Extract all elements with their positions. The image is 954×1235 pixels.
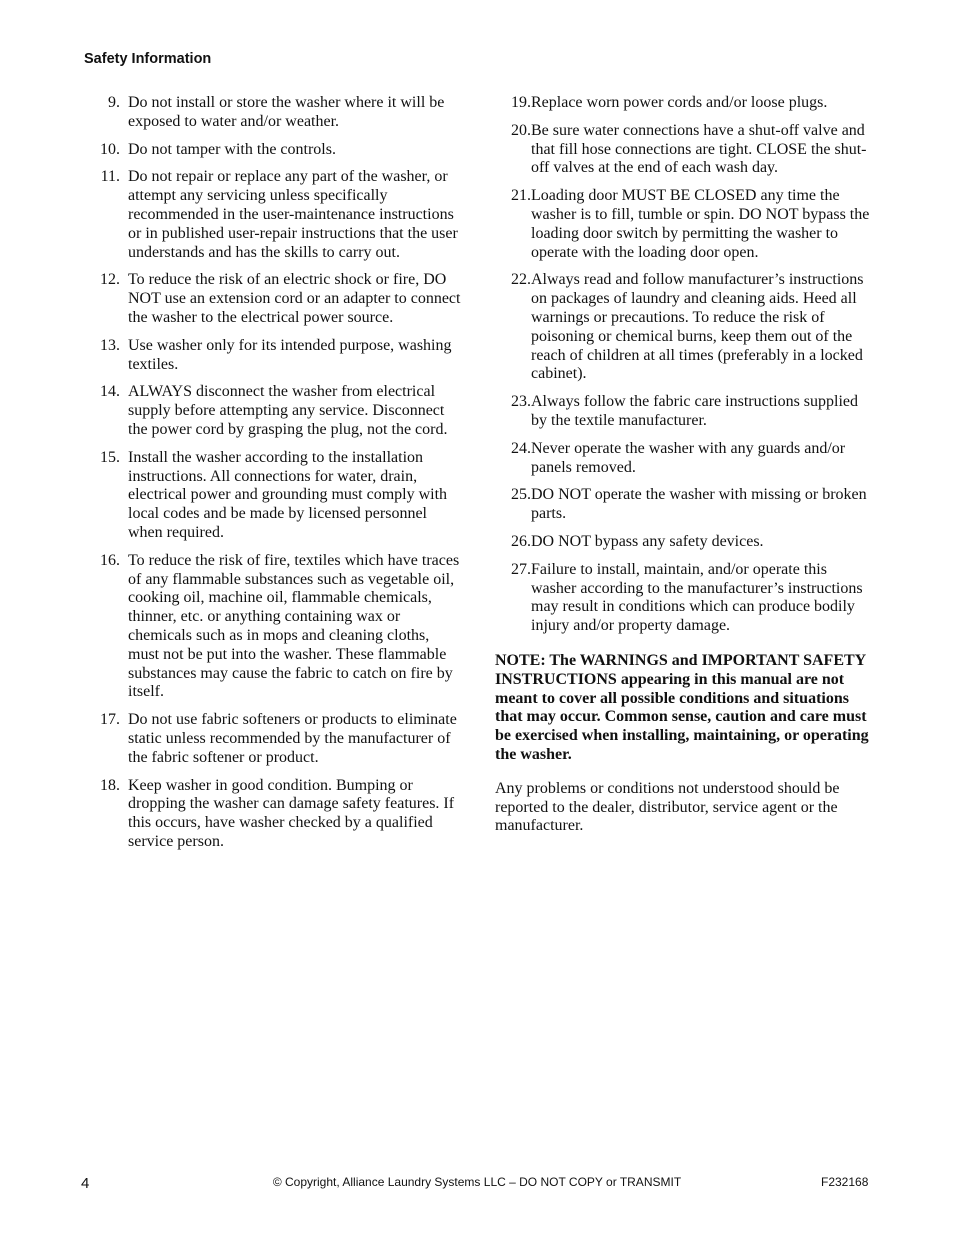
list-item (495, 122, 873, 178)
right-column (495, 94, 873, 836)
item-text: ALWAYS disconnect the washer from electrical supply before attempting any service. Disconnect the power cord by grasping the plug, not the cord. (128, 383, 448, 438)
list-item (84, 168, 464, 262)
list-item (84, 141, 464, 160)
closing-paragraph: Any problems or conditions not understood should be reported to the dealer, distributor, service agent or the manufacturer. (495, 779, 840, 835)
item-text: To reduce the risk of an electric shock or fire, DO NOT use an extension cord or an adapter to connect the washer to the electrical power source. (128, 271, 461, 326)
item-text: Do not tamper with the controls. (128, 140, 336, 158)
item-text: Use washer only for its intended purpose, washing textiles. (128, 336, 452, 373)
item-number: 16. (100, 551, 120, 569)
item-number: 9. (108, 94, 120, 111)
item-text: Do not use fabric softeners or products to eliminate static unless recommended by the manufacturer of the fabric softener or product. (128, 711, 457, 766)
item-text: Always follow the fabric care instructions supplied by the textile manufacturer. (531, 393, 859, 429)
list-item (495, 533, 873, 552)
item-number: 12. (100, 271, 120, 289)
item-text: To reduce the risk of fire, textiles which have traces of any flammable substances such as vegetable oil, cooking oil, machine oil, flammable chemicals, thinner, etc. or anything containing wax or chemicals such as in mops and cleaning cloths, must not be put into the washer. These flammable substances may cause the fabric to catch on fire by itself. (128, 551, 460, 701)
item-number: 11. (100, 168, 120, 186)
item-number: 14. (100, 383, 120, 401)
item-text: Install the washer according to the installation instructions. All connections for water, drain, electrical power and grounding must comply with local codes and be made by licensed personnel when required. (128, 448, 448, 541)
item-text: Do not repair or replace any part of the washer, or attempt any servicing unless specifically recommended in the user-maintenance instructions or in published user-repair instructions that the user understands and has the skills to carry out. (128, 168, 458, 261)
list-item (84, 711, 464, 767)
item-number: 25. (511, 486, 531, 504)
list-item (84, 552, 464, 702)
list-item (495, 561, 873, 636)
list-item (84, 337, 464, 375)
copyright-notice: © Copyright, Alliance Laundry Systems LLC – DO NOT COPY or TRANSMIT (272, 1175, 682, 1189)
left-column (84, 94, 464, 861)
item-number: 17. (100, 711, 120, 729)
list-item (495, 486, 873, 524)
item-number: 27. (511, 560, 531, 578)
item-text: Never operate the washer with any guards and/or panels removed. (531, 439, 846, 476)
item-number: 13. (100, 336, 120, 354)
page-number: 4 (81, 1175, 90, 1192)
list-item (84, 449, 464, 543)
item-text: Failure to install, maintain, and/or operate this washer according to the manufacturer’s instructions may result in conditions which can produce bodily injury and/or property damage. (531, 560, 863, 635)
item-number: 10. (100, 140, 120, 158)
item-number: 23. (511, 393, 531, 411)
item-number: 15. (100, 448, 120, 466)
item-number: 19. (511, 94, 531, 111)
item-number: 21. (511, 187, 531, 205)
item-number: 26. (511, 532, 531, 550)
item-text: Be sure water connections have a shut-off valve and that fill hose connections are tight. CLOSE the shut-off valves at the end of each wash day. (531, 121, 867, 177)
list-item (84, 383, 464, 439)
item-number: 20. (511, 121, 531, 139)
item-number: 24. (511, 439, 531, 457)
list-item (84, 271, 464, 327)
list-item (495, 393, 873, 431)
list-item (84, 94, 464, 132)
list-item (495, 271, 873, 384)
list-item (495, 440, 873, 478)
item-text: DO NOT bypass any safety devices. (531, 532, 764, 550)
list-item (495, 187, 873, 262)
item-text: DO NOT operate the washer with missing or broken parts. (531, 486, 867, 523)
list-item (495, 94, 873, 113)
item-text: Keep washer in good condition. Bumping or dropping the washer can damage safety features. If this occurs, have washer checked by a qualified service person. (128, 776, 455, 850)
item-text: Always read and follow manufacturer’s instructions on packages of laundry and cleaning aids. Heed all warnings or precautions. To reduce the risk of poisoning or chemical burns, keep them out of the reach of children at all times (preferably in a locked cabinet). (531, 271, 864, 383)
list-item (84, 777, 464, 852)
item-text: Replace worn power cords and/or loose plugs. (531, 94, 828, 111)
section-title: Safety Information (84, 51, 212, 67)
item-text: Do not install or store the washer where it will be exposed to water and/or weather. (128, 94, 445, 130)
document-code: F232168 (821, 1175, 869, 1189)
item-number: 22. (511, 271, 531, 289)
safety-note: NOTE: The WARNINGS and IMPORTANT SAFETY INSTRUCTIONS appearing in this manual are not meant to cover all possible conditions and situations that may occur. Common sense, caution and care must be exercised when installing, maintaining, or operating the washer. (495, 651, 869, 763)
item-number: 18. (100, 776, 120, 794)
item-text: Loading door MUST BE CLOSED any time the washer is to fill, tumble or spin. DO NOT bypass the loading door switch by permitting the washer to operate with the loading door open. (531, 187, 870, 261)
